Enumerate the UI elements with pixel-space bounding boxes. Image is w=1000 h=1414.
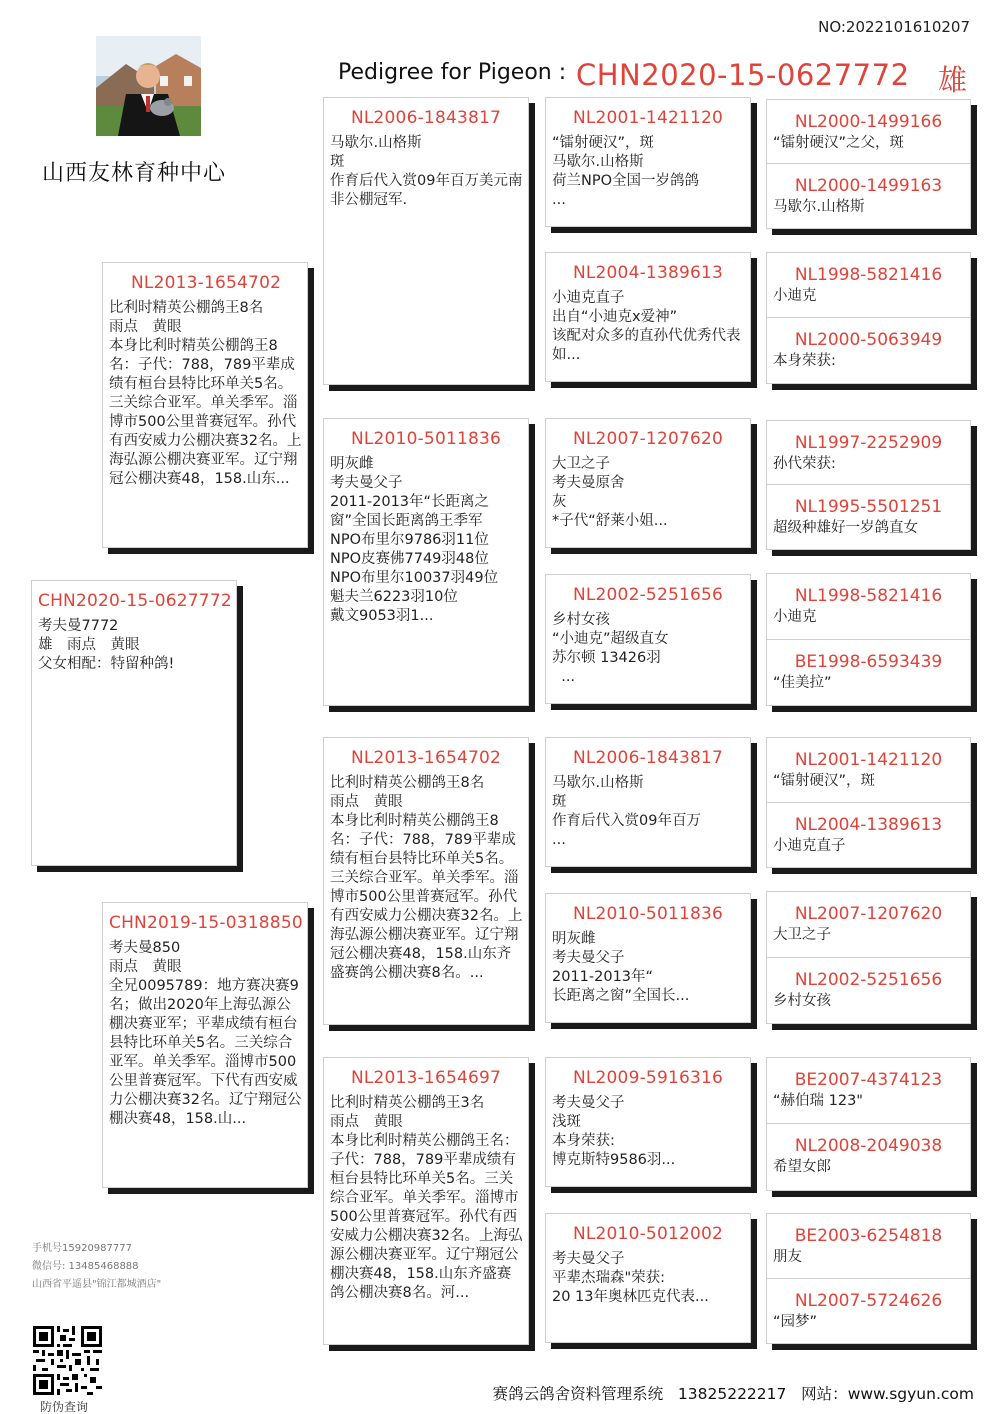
footer-system: 赛鸽云鸽舍资料管理系统	[492, 1385, 664, 1403]
great-grandparent-ring: NL2007-1207620	[572, 429, 724, 449]
g4-info: 马歇尔.山格斯	[773, 199, 865, 215]
sire-card	[102, 262, 308, 548]
g4-info: 朋友	[773, 1249, 802, 1265]
sire-info: 比利时精英公棚鸽王8名 雨点 黄眼 本身比利时精英公棚鸽王8名：子代：788，789平辈成绩有桓台县特比环单关5名。三关综合亚军。单关季军。淄博市500公里普赛冠军。孙代有西安威力公棚决赛32名。上海弘源公棚决赛亚军。辽宁翔冠公棚决赛48，158.山东...	[109, 300, 302, 487]
subject-card	[31, 580, 237, 866]
g4-pair-card	[766, 420, 971, 550]
grandparent-ring: NL2013-1654702	[350, 748, 502, 768]
g4-ring: NL2008-2049038	[794, 1136, 943, 1156]
great-grandparent-card	[545, 737, 751, 867]
grandparent-ring: NL2010-5011836	[350, 429, 502, 449]
g4-info: 希望女郎	[773, 1159, 831, 1175]
contact-phone: 手机号15920987777	[32, 1243, 132, 1254]
great-grandparent-card	[545, 97, 751, 227]
grandparent-card	[323, 1057, 529, 1345]
pedigree-title-ring: CHN2020-15-0627772	[576, 58, 910, 92]
g4-ring: BE2007-4374123	[794, 1070, 943, 1090]
g4-ring: NL2007-5724626	[794, 1290, 943, 1311]
g4-info: 小迪克	[773, 288, 817, 304]
sire-ring: NL2013-1654702	[131, 273, 282, 293]
g4-ring: BE2003-6254818	[794, 1226, 943, 1246]
pedigree-title-sex: 雄	[938, 63, 968, 97]
great-grandparent-info: 小迪克直子 出自“小迪克x爱神” 该配对众多的直孙代优秀代表如...	[552, 290, 741, 363]
g4-info: 超级种雄好一岁鸽直女	[773, 520, 918, 536]
footer-phone: 13825222217	[677, 1385, 787, 1403]
great-grandparent-info: 考夫曼父子 平辈杰瑞森"荣获: 20 13年奥林匹克代表...	[552, 1251, 709, 1305]
g4-pair-card	[766, 573, 971, 706]
g4-info: 本身荣获:	[773, 353, 836, 369]
grandparent-info: 比利时精英公棚鸽王3名 雨点 黄眼 本身比利时精英公棚鸽王名：子代：788，789平辈成绩有桓台县特比环单关5名。三关综合亚军。单关季军。淄博市500公里普赛冠军。孙代有西安威力公棚决赛32名。上海弘源公棚决赛亚军。辽宁翔冠公棚决赛48，158.山东齐盛赛鸽公棚决赛8名。河...	[330, 1095, 523, 1301]
g4-pair-card	[766, 737, 971, 868]
great-grandparent-card	[545, 893, 751, 1023]
footer-site-label: 网站：	[801, 1385, 848, 1403]
great-grandparent-info: 明灰雌 考夫曼父子 2011-2013年“ 长距离之窗”全国长...	[552, 931, 690, 1004]
g4-ring: NL2007-1207620	[794, 904, 943, 924]
qr-label: 防伪查询	[40, 1400, 89, 1414]
grandparent-info: 马歇尔.山格斯 斑 作育后代入赏09年百万美元南非公棚冠军.	[330, 135, 523, 208]
great-grandparent-ring: NL2004-1389613	[572, 263, 724, 283]
g4-ring: NL2002-5251656	[794, 969, 943, 990]
great-grandparent-ring: NL2006-1843817	[572, 748, 724, 768]
g4-ring: NL1998-5821416	[794, 586, 943, 606]
g4-ring: NL2004-1389613	[794, 814, 943, 835]
dam-info: 考夫曼850 雨点 黄眼 全兄0095789：地方赛决赛9名；做出2020年上海弘源公棚决赛亚军；平辈成绩有桓台县特比环单关5名。三关综合亚军。单关季军。淄博市500公里普赛冠军。下代有西安威力公棚决赛32名。辽宁翔冠公棚决赛48，158.山...	[109, 940, 302, 1127]
g4-info: “园梦”	[773, 1313, 818, 1330]
g4-info: “镭射硬汉”，斑	[773, 773, 876, 789]
grandparent-ring: NL2006-1843817	[350, 108, 502, 128]
dam-card	[102, 902, 308, 1188]
g4-ring: NL2000-1499163	[794, 176, 943, 196]
g4-info: “镭射硬汉”之父，斑	[773, 135, 905, 151]
grandparent-card	[323, 97, 529, 385]
grandparent-info: 明灰雌 考夫曼父子 2011-2013年“长距离之窗”全国长距离鸽王季军 NPO布里尔9786羽11位 NPO皮赛佛7749羽48位 NPO布里尔10037羽49位 魁夫兰6223羽10位 戴文9053羽1...	[330, 456, 499, 624]
great-grandparent-card	[545, 418, 751, 548]
subject-ring: CHN2020-15-0627772	[38, 591, 232, 611]
g4-pair-card	[766, 99, 971, 229]
footer	[493, 1382, 974, 1404]
qr-code[interactable]	[33, 1326, 102, 1395]
great-grandparent-card	[545, 252, 751, 382]
great-grandparent-info: 乡村女孩 “小迪克”超级直女 苏尔顿 13426羽 ...	[552, 612, 669, 685]
g4-info: 小迪克	[773, 609, 817, 625]
grandparent-card	[323, 737, 529, 1025]
great-grandparent-ring: NL2010-5011836	[572, 904, 724, 924]
great-grandparent-card	[545, 574, 751, 704]
grandparent-info: 比利时精英公棚鸽王8名 雨点 黄眼 本身比利时精英公棚鸽王8名：子代：788，789平辈成绩有桓台县特比环单关5名。三关综合亚军。单关季军。淄博市500公里普赛冠军。孙代有西安威力公棚决赛32名。上海弘源公棚决赛亚军。辽宁翔冠公棚决赛48，158.山东齐盛赛鸽公棚决赛8名。...	[330, 775, 523, 981]
great-grandparent-info: “镭射硬汉”，斑 马歇尔.山格斯 荷兰NPO全国一岁鸽鸽 ...	[552, 135, 700, 208]
great-grandparent-card	[545, 1213, 751, 1343]
g4-ring: NL2000-5063949	[794, 330, 943, 350]
contact-address: 山西省平遥县"锦江都城酒店"	[32, 1279, 162, 1290]
g4-info: 大卫之子	[773, 927, 831, 943]
g4-ring: NL2000-1499166	[794, 112, 943, 132]
g4-ring: BE1998-6593439	[794, 651, 943, 672]
great-grandparent-card	[545, 1057, 751, 1187]
pedigree-title-label: Pedigree for Pigeon :	[338, 60, 567, 85]
g4-info: “佳美拉”	[773, 674, 832, 691]
document-number: NO:2022101610207	[818, 18, 970, 36]
footer-site-link[interactable]: www.sgyun.com	[847, 1385, 974, 1403]
g4-pair-card	[766, 252, 971, 384]
great-grandparent-ring: NL2010-5012002	[572, 1224, 724, 1244]
g4-ring: NL1997-2252909	[794, 433, 943, 453]
great-grandparent-ring: NL2001-1421120	[572, 108, 724, 128]
g4-ring: NL1998-5821416	[794, 265, 943, 285]
great-grandparent-ring: NL2009-5916316	[572, 1068, 724, 1088]
g4-pair-card	[766, 891, 971, 1024]
contact-info	[32, 1240, 161, 1294]
grandparent-card	[323, 418, 529, 706]
g4-ring: NL1995-5501251	[794, 497, 943, 517]
g4-pair-card	[766, 1213, 971, 1344]
great-grandparent-info: 马歇尔.山格斯 斑 作育后代入赏09年百万 ...	[552, 775, 701, 848]
g4-info: “赫伯瑞 123"	[773, 1093, 863, 1109]
g4-info: 小迪克直子	[773, 837, 846, 854]
owner-photo	[96, 36, 201, 136]
great-grandparent-ring: NL2002-5251656	[572, 585, 724, 605]
g4-pair-card	[766, 1057, 971, 1191]
great-grandparent-info: 大卫之子 考夫曼原舍 灰 *子代“舒莱小姐...	[552, 456, 668, 529]
great-grandparent-info: 考夫曼父子 浅斑 本身荣获: 博克斯特9586羽...	[552, 1095, 676, 1168]
g4-info: 乡村女孩	[773, 992, 831, 1009]
subject-info: 考夫曼7772 雄 雨点 黄眼 父女相配：特留种鸽!	[38, 618, 175, 672]
g4-info: 孙代荣获:	[773, 456, 836, 472]
contact-wechat: 微信号: 13485468888	[32, 1261, 139, 1272]
g4-ring: NL2001-1421120	[794, 750, 943, 770]
grandparent-ring: NL2013-1654697	[350, 1068, 502, 1088]
dam-ring: CHN2019-15-0318850	[109, 913, 303, 933]
loft-name: 山西友林育种中心	[42, 161, 227, 186]
